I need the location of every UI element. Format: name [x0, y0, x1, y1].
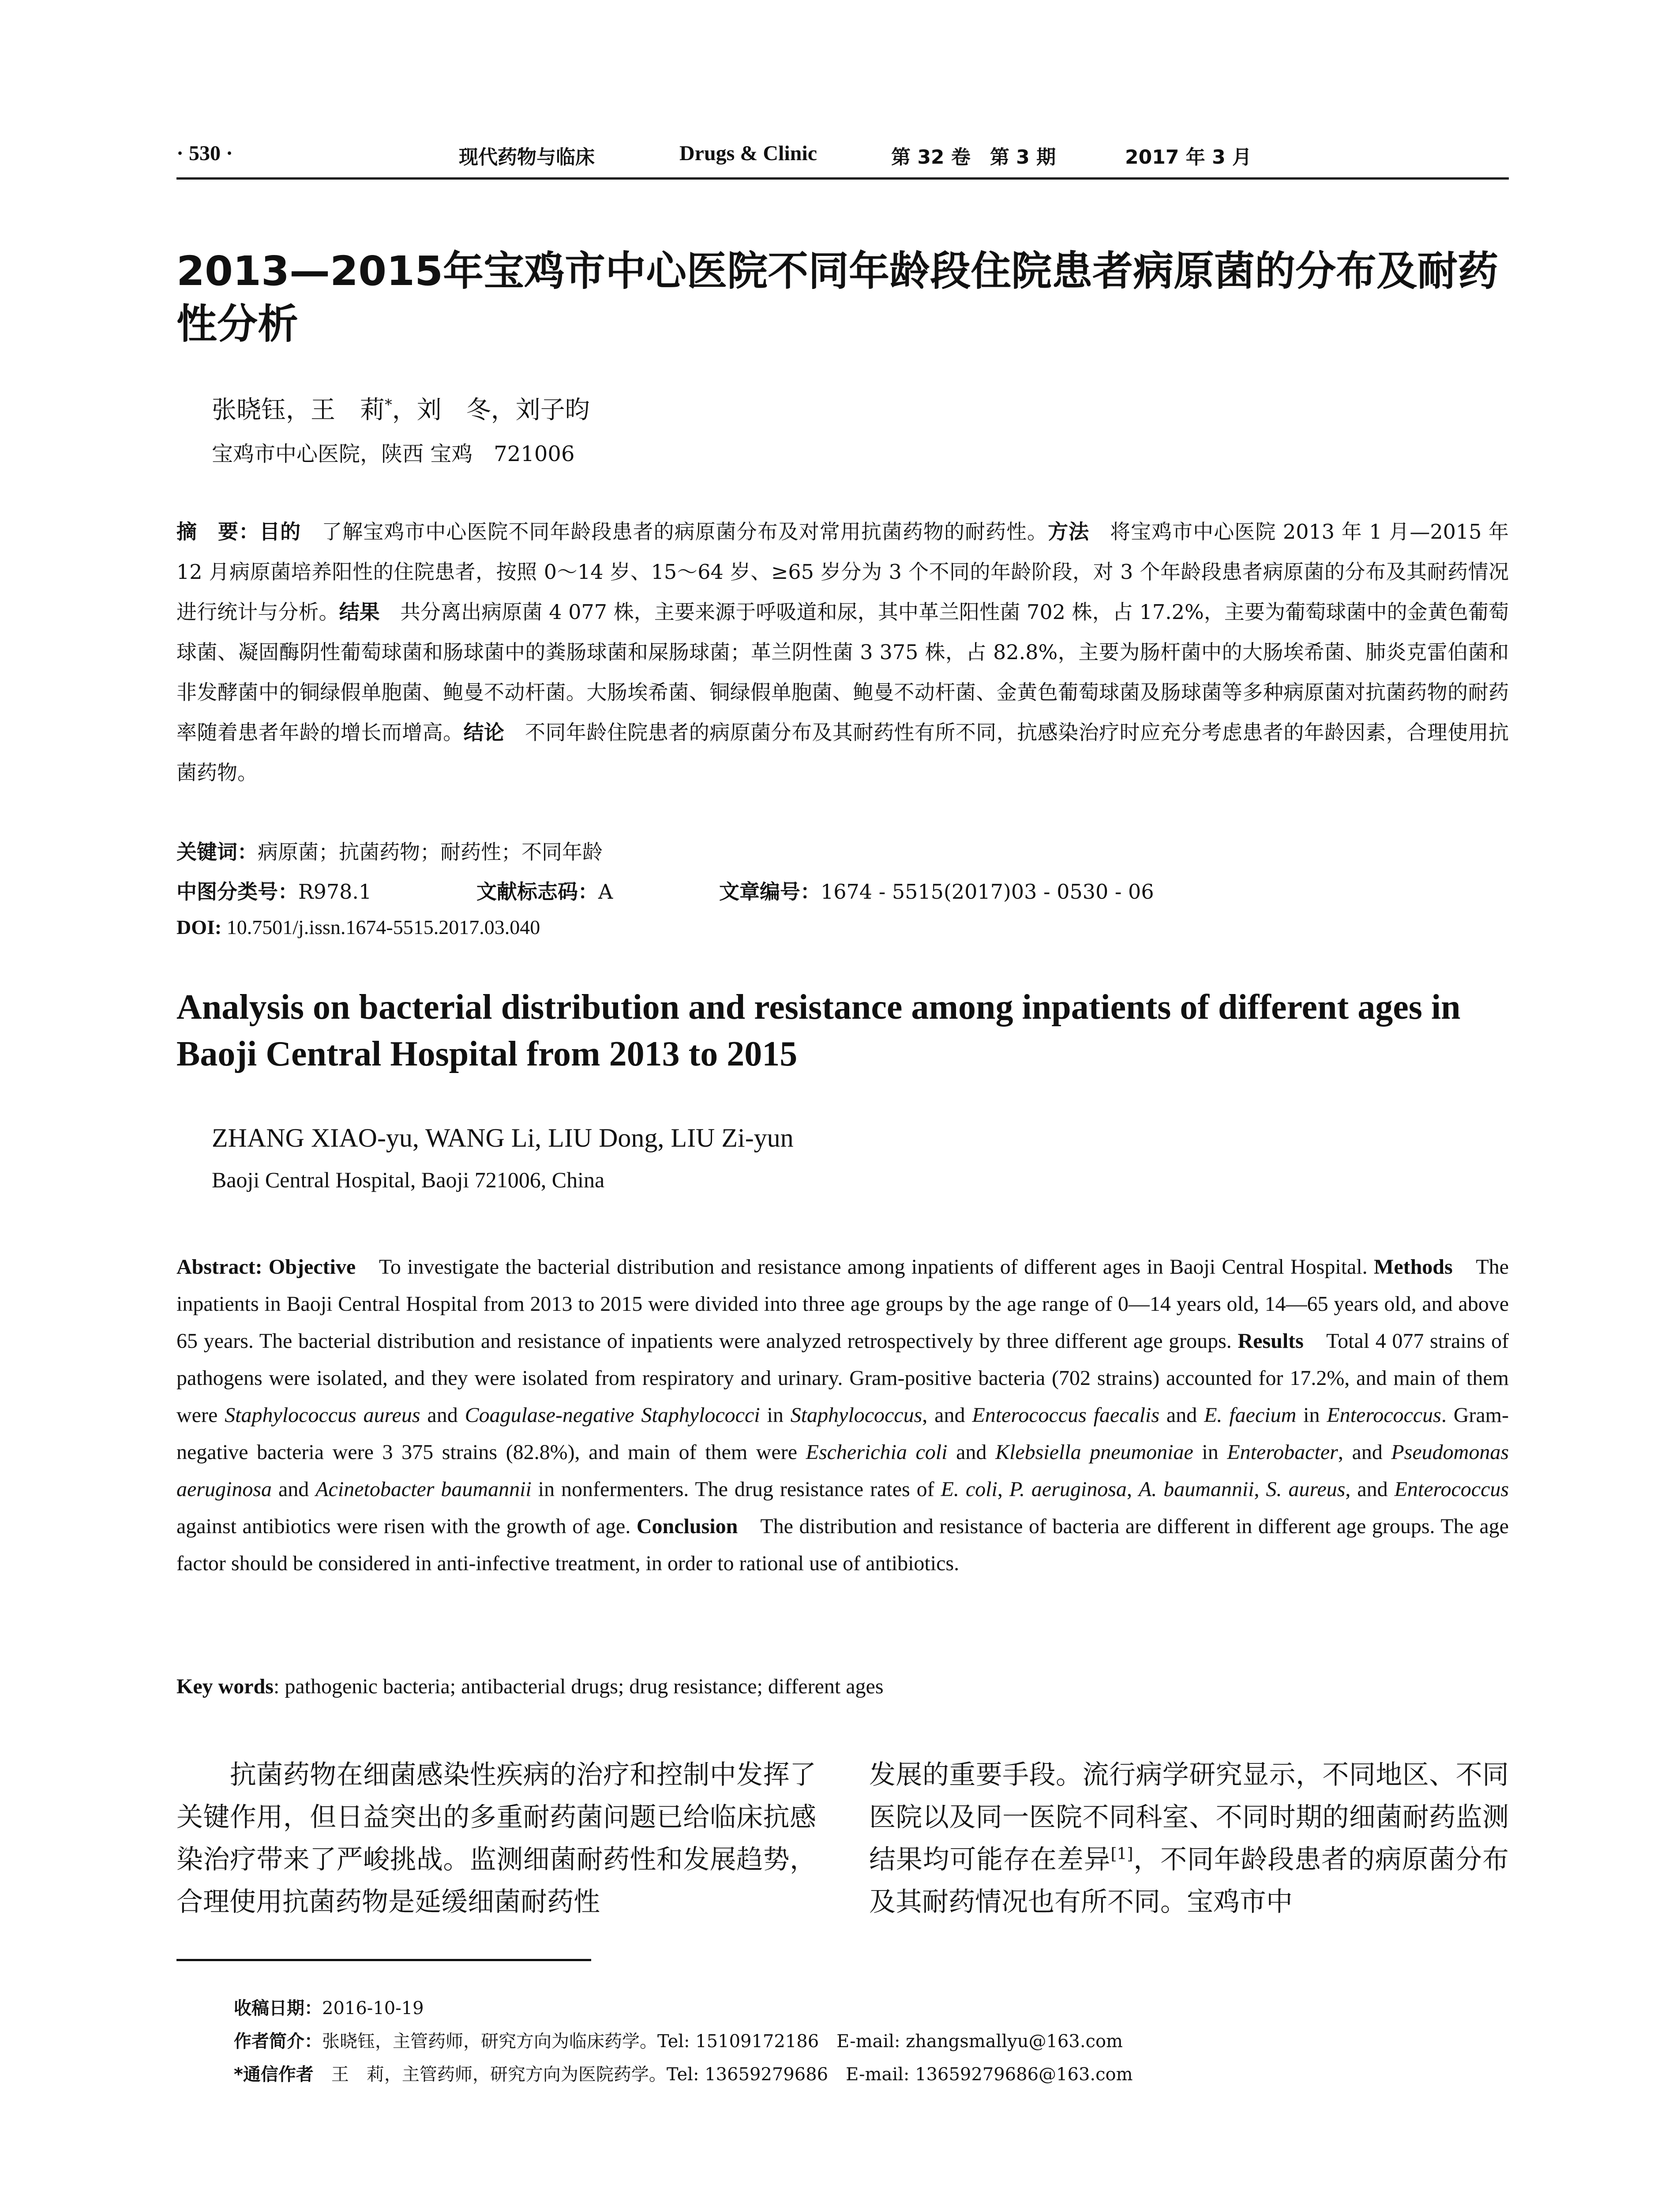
footnote-corresponding: *通信作者 王 莉，主管药师，研究方向为医院药学。Tel: 13659279686 E-mail: 13659279686@163.com [234, 2064, 1133, 2085]
en-results-label: Results [1238, 1329, 1304, 1353]
issue-date: 2017 年 3 月 [1125, 146, 1252, 169]
classification-line [176, 876, 1154, 905]
footnote-received: 收稿日期：2016-10-19 [234, 1998, 424, 2018]
journal-name-cn: 现代药物与临床 [459, 146, 595, 169]
english-title: Analysis on bacterial distribution and resistance among inpatients of different ages in Baoji Central Hospital from 2013 to 2015 [176, 988, 1461, 1073]
english-abstract: Abstract: Objective To investigate the bacterial distribution and resistance among inpatients of different ages in Baoji Central Hospital. Methods The inpatients in Baoji Central Hospital from 2013 to 2015 were divided into three age groups by the age range of 0—14 years old, 14—65 years old, and above 65 years. The bacterial distribution and resistance of inpatients were analyzed retrospectively by three different age groups. Results Total 4 077 strains of pathogens were isolated, and they were isolated from respiratory and urinary. Gram-positive bacteria (702 strains) accounted for 17.2%, and main of them were Staphylococcus aureus and Coagulase-negative Staphylococci in Staphylococcus, and Enterococcus faecalis and E. faecium in Enterococcus. Gram-negative bacteria were 3 375 strains (82.8%), and main of them were Escherichia coli and Klebsiella pneumoniae in Enterobacter, and Pseudomonas aeruginosa and Acinetobacter baumannii in nonfermenters. The drug resistance rates of E. coli, P. aeruginosa, A. baumannii, S. aureus, and Enterococcus against antibiotics were risen with the growth of age. Conclusion The distribution and resistance of bacteria are different in different age groups. The age factor should be considered in anti-infective treatment, in order to rational use of antibiotics. [176, 1255, 1509, 1575]
english-affiliation: Baoji Central Hospital, Baoji 721006, China [212, 1167, 605, 1192]
corresponding-mark: * [385, 396, 392, 413]
clc: 中图分类号：R978.1 [176, 880, 372, 904]
volume-issue: 第 32 卷 第 3 期 [891, 146, 1056, 169]
conclusion-text: 不同年龄住院患者的病原菌分布及其耐药性有所不同，抗感染治疗时应充分考虑患者的年龄因素，合理使用抗菌药物。 [176, 720, 1509, 784]
chinese-keywords: 关键词：病原菌；抗菌药物；耐药性；不同年龄 [176, 840, 603, 864]
conclusion-label: 结论 [463, 720, 505, 744]
en-abstract-label: Abstract: Objective [176, 1255, 356, 1279]
chinese-abstract [176, 512, 1509, 793]
citation-ref[interactable]: [1] [1110, 1845, 1133, 1863]
chinese-title: 2013—2015年宝鸡市中心医院不同年龄段住院患者病原菌的分布及耐药性分析 [176, 248, 1499, 348]
objective-text: 了解宝鸡市中心医院不同年龄段患者的病原菌分布及对常用抗菌药物的耐药性。 [301, 520, 1048, 544]
results-label: 结果 [339, 600, 380, 624]
article-number: 文章编号：1674 - 5515(2017)03 - 0530 - 06 [719, 880, 1154, 904]
body-column-left: 抗菌药物在细菌感染性疾病的治疗和控制中发挥了关键作用，但日益突出的多重耐药菌问题已给临床抗感染治疗带来了严峻挑战。监测细菌耐药性和发展趋势，合理使用抗菌药物是延缓细菌耐药性 [176, 1760, 816, 1917]
methods-text: 将宝鸡市中心医院 2013 年 1 月—2015 年 12 月病原菌培养阳性的住院患者，按照 0～14 岁、15～64 岁、≥65 岁分为 3 个不同的年龄阶段，对 3 个年龄段患者病原菌的分布及其耐药情况进行统计与分析。 [176, 520, 1509, 624]
objective-label: 目的 [259, 520, 301, 544]
body-column-right: 发展的重要手段。流行病学研究显示，不同地区、不同医院以及同一医院不同科室、不同时期的细菌耐药监测结果均可能存在差异[1]，不同年龄段患者的病原菌分布及其耐药情况也有所不同。宝鸡市中 [869, 1760, 1509, 1917]
doi: DOI: 10.7501/j.issn.1674-5515.2017.03.040 [176, 916, 540, 938]
results-text: 共分离出病原菌 4 077 株，主要来源于呼吸道和尿，其中革兰阳性菌 702 株，占 17.2%，主要为葡萄球菌中的金黄色葡萄球菌、凝固酶阴性葡萄球菌和肠球菌中的粪肠球菌和屎肠球菌；革兰阴性菌 3 375 株，占 82.8%，主要为肠杆菌中的大肠埃希菌、肺炎克雷伯菌和非发酵菌中的铜绿假单胞菌、鲍曼不动杆菌。大肠埃希菌、铜绿假单胞菌、鲍曼不动杆菌、金黄色葡萄球菌及肠球菌等多种病原菌对抗菌药物的耐药率随着患者年龄的增长而增高。 [176, 600, 1509, 744]
journal-name-en: Drugs & Clinic [679, 142, 817, 165]
footnote-rule [176, 1959, 591, 1961]
document-code: 文献标志码：A [476, 880, 613, 904]
abstract-label: 摘 要： [176, 520, 260, 544]
running-header [176, 141, 1509, 172]
chinese-affiliation: 宝鸡市中心医院，陕西 宝鸡 721006 [212, 442, 575, 466]
methods-label: 方法 [1048, 520, 1090, 544]
en-methods-label: Methods [1374, 1255, 1453, 1279]
english-authors: ZHANG XIAO-yu, WANG Li, LIU Dong, LIU Zi-yun [212, 1123, 794, 1152]
english-keywords: Key words: pathogenic bacteria; antibacterial drugs; drug resistance; different ages [176, 1675, 884, 1698]
en-conclusion-label: Conclusion [636, 1515, 738, 1538]
page-number: · 530 · [176, 142, 233, 165]
footnote-author: 作者简介：张晓钰，主管药师，研究方向为临床药学。Tel: 15109172186 E-mail: zhangsmallyu@163.com [234, 2031, 1123, 2052]
chinese-authors: 张晓钰，王 莉*，刘 冬，刘子昀 [212, 396, 590, 424]
header-rule [176, 177, 1509, 180]
